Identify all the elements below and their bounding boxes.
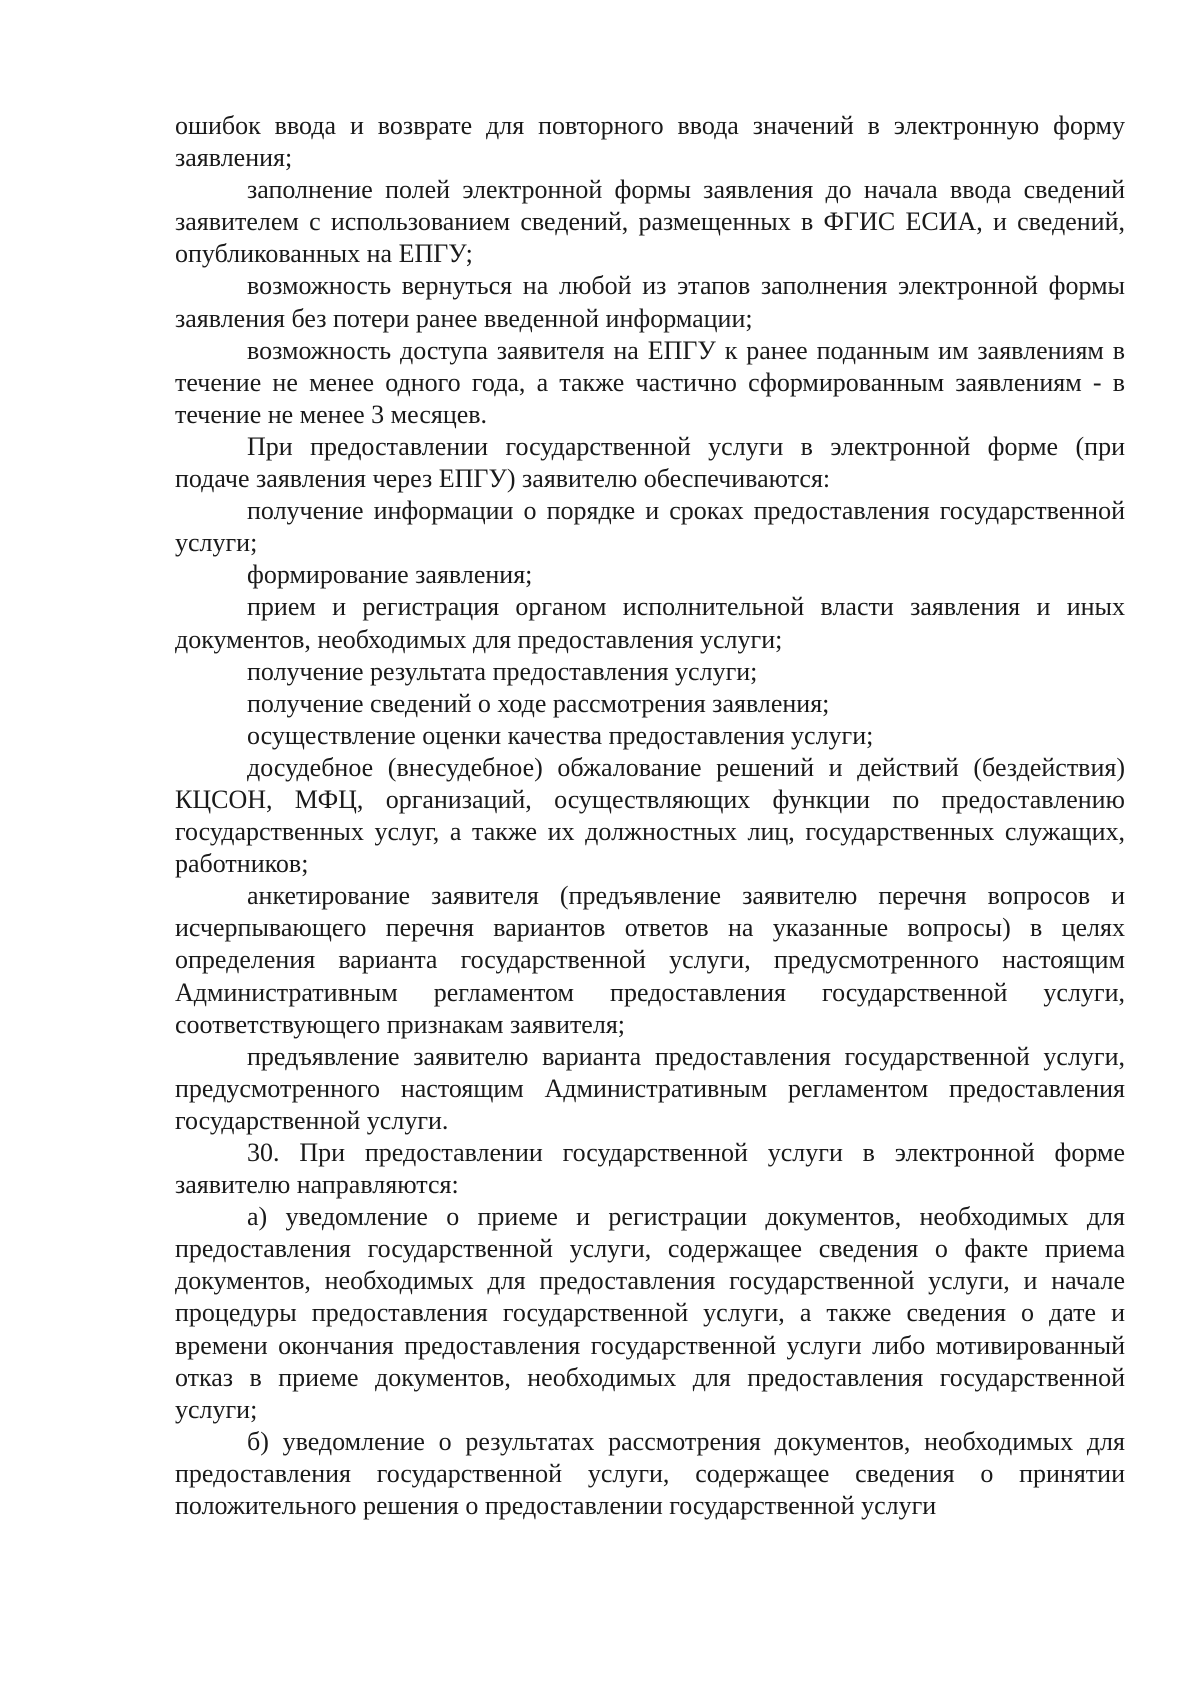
paragraph: анкетирование заявителя (предъявление заявителю перечня вопросов и исчерпывающего перечня вариантов ответов на указанные вопросы) в целях определения варианта государственной услуги, предусмотренного настоящим Административным регламентом предоставления государственной услуги, соответствующего признакам заявителя; xyxy=(175,881,1125,1039)
paragraph: заполнение полей электронной формы заявления до начала ввода сведений заявителем с использованием сведений, размещенных в ФГИС ЕСИА, и сведений, опубликованных на ЕПГУ; xyxy=(175,175,1125,269)
paragraph: возможность вернуться на любой из этапов заполнения электронной формы заявления без потери ранее введенной информации; xyxy=(175,271,1125,333)
paragraph: получение сведений о ходе рассмотрения заявления; xyxy=(247,688,830,718)
paragraph: а) уведомление о приеме и регистрации документов, необходимых для предоставления государственной услуги, содержащее сведения о факте приема документов, необходимых для предоставления государственной услуги, и начале процедуры предоставления государственной услуги, а также сведения о дате и времени окончания предоставления государственной услуги либо мотивированный отказ в приеме документов, необходимых для предоставления государственной услуги; xyxy=(175,1202,1125,1424)
paragraph-continuation: ошибок ввода и возврате для повторного ввода значений в электронную форму заявления; xyxy=(175,111,1125,173)
paragraph: возможность доступа заявителя на ЕПГУ к ранее поданным им заявлениям в течение не менее одного года, а также частично сформированным заявлениям - в течение не менее 3 месяцев. xyxy=(175,335,1125,429)
document-body xyxy=(175,110,1125,1522)
paragraph: б) уведомление о результатах рассмотрения документов, необходимых для предоставления государственной услуги, содержащее сведения о принятии положительного решения о предоставлении государственной услуги xyxy=(175,1426,1125,1521)
paragraph: получение информации о порядке и сроках предоставления государственной услуги; xyxy=(175,496,1125,558)
paragraph: предъявление заявителю варианта предоставления государственной услуги, предусмотренного настоящим Административным регламентом предоставления государственной услуги. xyxy=(175,1041,1125,1135)
paragraph: При предоставлении государственной услуги в электронной форме (при подаче заявления через ЕПГУ) заявителю обеспечиваются: xyxy=(175,431,1125,494)
paragraph: прием и регистрация органом исполнительной власти заявления и иных документов, необходимых для предоставления услуги; xyxy=(175,592,1125,654)
paragraph: досудебное (внесудебное) обжалование решений и действий (бездействия) КЦСОН, МФЦ, организаций, осуществляющих функции по предоставлению государственных услуг, а также их должностных лиц, государственных служащих, работников; xyxy=(175,752,1125,879)
paragraph: формирование заявления; xyxy=(247,560,533,590)
paragraph: получение результата предоставления услуги; xyxy=(247,656,758,686)
paragraph: осуществление оценки качества предоставления услуги; xyxy=(247,720,874,750)
paragraph: 30. При предоставлении государственной услуги в электронной форме заявителю направляются: xyxy=(175,1138,1125,1200)
